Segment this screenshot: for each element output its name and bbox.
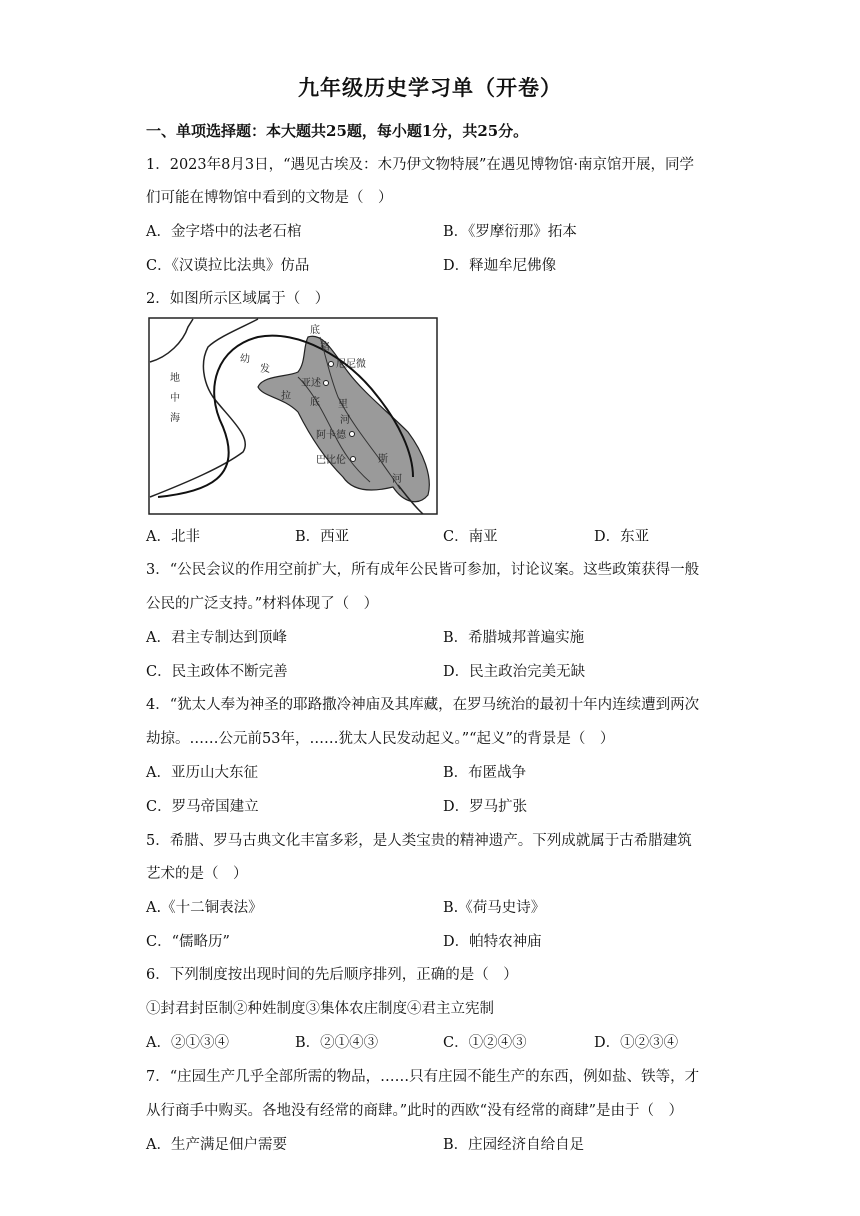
question-6-line-1: 6．下列制度按出现时间的先后顺序排列，正确的是（ ）: [146, 967, 518, 983]
q2-option-b: B．西亚: [295, 529, 350, 545]
map-label-tigris-3: 里: [338, 399, 348, 410]
q2-option-c: C．南亚: [443, 529, 498, 545]
q6-option-a: A．②①③④: [146, 1035, 229, 1051]
q6-option-b: B．②①④③: [295, 1035, 379, 1051]
question-1-line-2: 们可能在博物馆中看到的文物是（ ）: [146, 190, 393, 206]
question-3-line-1: 3．“公民会议的作用空前扩大，所有成年公民皆可参加，讨论议案。这些政策获得一般: [146, 562, 700, 578]
q1-option-d: D．释迦牟尼佛像: [443, 258, 557, 274]
question-4-line-2: 劫掠。……公元前53年，……犹太人民发动起义。”“起义”的背景是（ ）: [146, 731, 615, 747]
q3-option-b: B．希腊城邦普遍实施: [443, 630, 585, 646]
q5-option-d: D．帕特农神庙: [443, 934, 542, 950]
q7-option-a: A．生产满足佃户需要: [146, 1137, 287, 1153]
map-label-sea-2: 中: [170, 393, 180, 404]
q7-option-b: B．庄园经济自给自足: [443, 1137, 585, 1153]
q1-option-b: B．《罗摩衍那》拓本: [443, 224, 577, 240]
question-3-line-2: 公民的广泛支持。”材料体现了（ ）: [146, 596, 379, 612]
q5-option-a: A.《十二铜表法》: [146, 900, 263, 916]
map-label-babylon: 巴比伦: [316, 455, 346, 466]
map-label-river-s-2: 河: [392, 474, 402, 485]
question-4-line-1: 4．“犹太人奉为神圣的耶路撒冷神庙及其库藏，在罗马统治的最初十年内连续遭到两次: [146, 697, 700, 713]
mesopotamia-map: [148, 317, 438, 515]
question-2-line-1: 2．如图所示区域属于（ ）: [146, 291, 330, 307]
q4-option-b: B．布匿战争: [443, 765, 527, 781]
map-label-assur: 亚述: [301, 378, 321, 389]
map-label-nineveh: 尼尼微: [336, 359, 366, 370]
question-7-line-1: 7．“庄园生产几乎全部所需的物品，……只有庄园不能生产的东西，例如盐、铁等，才: [146, 1069, 700, 1085]
map-label-euphrates-4: 底: [310, 397, 320, 408]
map-label-euphrates-3: 拉: [281, 391, 291, 402]
map-label-sea-1: 地: [170, 373, 180, 384]
q3-option-c: C．民主政体不断完善: [146, 664, 288, 680]
map-label-euphrates-1: 幼: [240, 354, 250, 365]
map-label-tigris-2: 格: [320, 342, 330, 353]
q3-option-d: D．民主政治完美无缺: [443, 664, 586, 680]
map-label-sea-3: 海: [170, 413, 180, 424]
map-label-tigris-4: 河: [340, 415, 350, 426]
q1-option-c: C．《汉谟拉比法典》仿品: [146, 258, 310, 274]
question-6-line-2: ①封君封臣制②种姓制度③集体农庄制度④君主立宪制: [146, 1001, 494, 1017]
section-heading: 一、单项选择题：本大题共25题，每小题1分，共25分。: [146, 122, 529, 140]
q4-option-a: A．亚历山大东征: [146, 765, 258, 781]
map-label-akkad: 阿卡德: [316, 430, 346, 441]
q5-option-c: C．“儒略历”: [146, 934, 230, 950]
q2-option-a: A．北非: [146, 529, 200, 545]
map-label-euphrates-2: 发: [260, 364, 270, 375]
q2-option-d: D．东亚: [594, 529, 650, 545]
question-1-line-1: 1．2023年8月3日，“遇见古埃及：木乃伊文物特展”在遇见博物馆·南京馆开展，同学: [146, 157, 695, 173]
q6-option-d: D．①②③④: [594, 1035, 679, 1051]
q4-option-c: C．罗马帝国建立: [146, 799, 259, 815]
map-label-tigris-1: 底: [310, 325, 320, 336]
q5-option-b: B.《荷马史诗》: [443, 900, 546, 916]
question-5-line-2: 艺术的是（ ）: [146, 866, 248, 882]
q3-option-a: A．君主专制达到顶峰: [146, 630, 287, 646]
q4-option-d: D．罗马扩张: [443, 799, 528, 815]
map-label-river-s-1: 斯: [378, 454, 388, 465]
q6-option-c: C．①②④③: [443, 1035, 527, 1051]
question-5-line-1: 5．希腊、罗马古典文化丰富多彩，是人类宝贵的精神遗产。下列成就属于古希腊建筑: [146, 833, 692, 849]
q1-option-a: A．金字塔中的法老石棺: [146, 224, 302, 240]
question-7-line-2: 从行商手中购买。各地没有经常的商肆。”此时的西欧“没有经常的商肆”是由于（ ）: [146, 1103, 683, 1119]
page-title: 九年级历史学习单（开卷）: [298, 75, 562, 100]
